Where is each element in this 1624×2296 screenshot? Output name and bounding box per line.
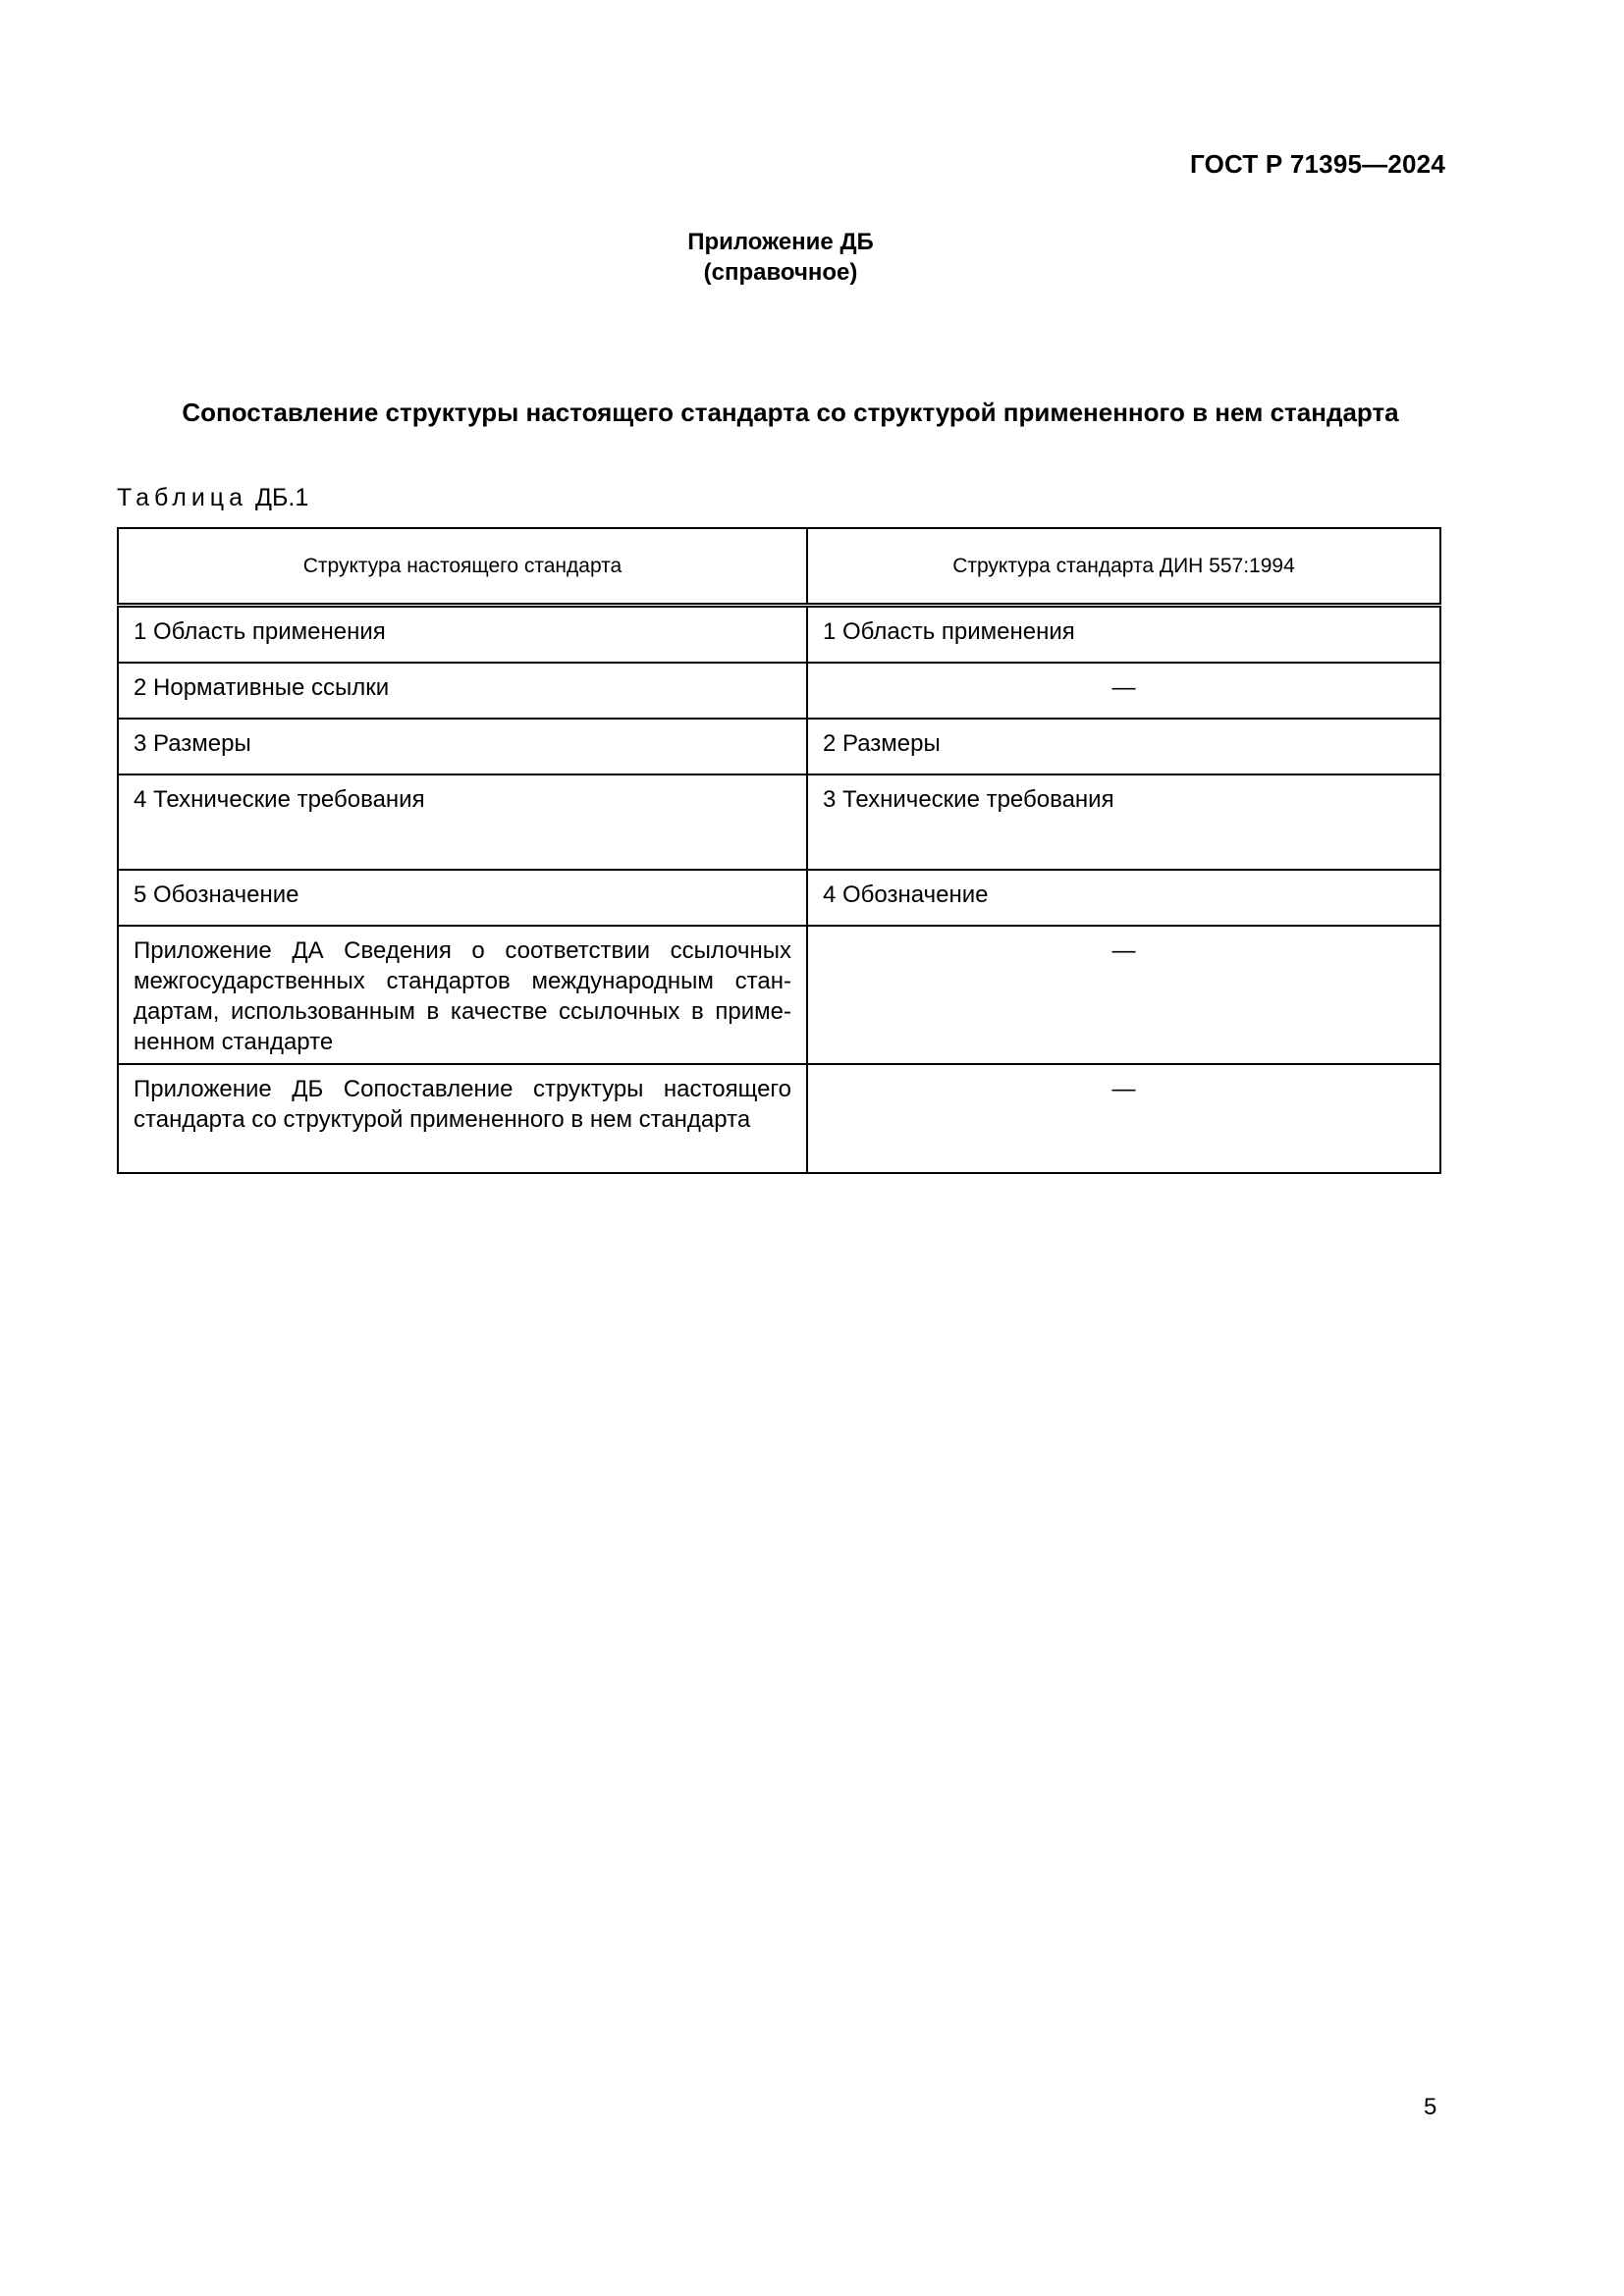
table-row [118, 719, 1440, 774]
table-cell-right [807, 663, 1440, 719]
table-cell-left [118, 774, 807, 870]
table-cell-right [807, 606, 1440, 664]
table-caption-number: ДБ.1 [255, 484, 309, 511]
table-row [118, 606, 1440, 664]
cell-text: Приложение ДБ Сопоставление структуры настоящего стандарта со структурой примененного в нем стандарта [134, 1076, 791, 1133]
table-cell-left [118, 606, 807, 664]
cell-text: — [1111, 674, 1136, 701]
table-cell-left [118, 926, 807, 1064]
table-caption [117, 484, 308, 512]
table-row [118, 774, 1440, 870]
cell-text: — [1111, 1076, 1136, 1102]
cell-text: 5 Обозначение [134, 881, 299, 908]
cell-text: 4 Обозначение [823, 881, 989, 908]
table-cell-right [807, 774, 1440, 870]
cell-text: 3 Технические требования [823, 786, 1114, 813]
table-cell-left [118, 870, 807, 926]
table-row [118, 926, 1440, 1064]
column-header-current-standard: Структура настоящего стандарта [118, 528, 807, 606]
table-row [118, 663, 1440, 719]
table-cell-right [807, 719, 1440, 774]
table-caption-word: Таблица [117, 484, 248, 511]
section-title: Сопоставление структуры настоящего стандарта со структурой примененного в нем стандарта [182, 398, 1399, 427]
table-cell-right [807, 926, 1440, 1064]
cell-text: 4 Технические требования [134, 786, 425, 813]
table-header-row [118, 528, 1440, 606]
table-row [118, 1064, 1440, 1173]
annex-status: (справочное) [703, 259, 858, 286]
structure-comparison-table [117, 527, 1441, 1174]
table-row [118, 870, 1440, 926]
table-cell-left [118, 1064, 807, 1173]
cell-text: 2 Нормативные ссылки [134, 674, 390, 701]
annex-title: Приложение ДБ [687, 229, 874, 255]
column-header-din-standard: Структура стандарта ДИН 557:1994 [807, 528, 1440, 606]
table-cell-right [807, 1064, 1440, 1173]
document-code: ГОСТ Р 71395—2024 [1190, 149, 1445, 179]
page-number: 5 [1424, 2094, 1437, 2120]
cell-text: Приложение ДА Сведения о соответствии ссылочных межгосударственных стандартов международным стандартам, использованным в качестве ссылочных в примененном стандарте [134, 937, 791, 1055]
cell-text: 1 Область применения [823, 618, 1075, 645]
cell-text: 3 Размеры [134, 730, 251, 757]
table-cell-left [118, 719, 807, 774]
annex-heading [0, 227, 1561, 288]
table-cell-left [118, 663, 807, 719]
cell-text: — [1111, 937, 1136, 964]
table-cell-right [807, 870, 1440, 926]
cell-text: 2 Размеры [823, 730, 941, 757]
cell-text: 1 Область применения [134, 618, 386, 645]
